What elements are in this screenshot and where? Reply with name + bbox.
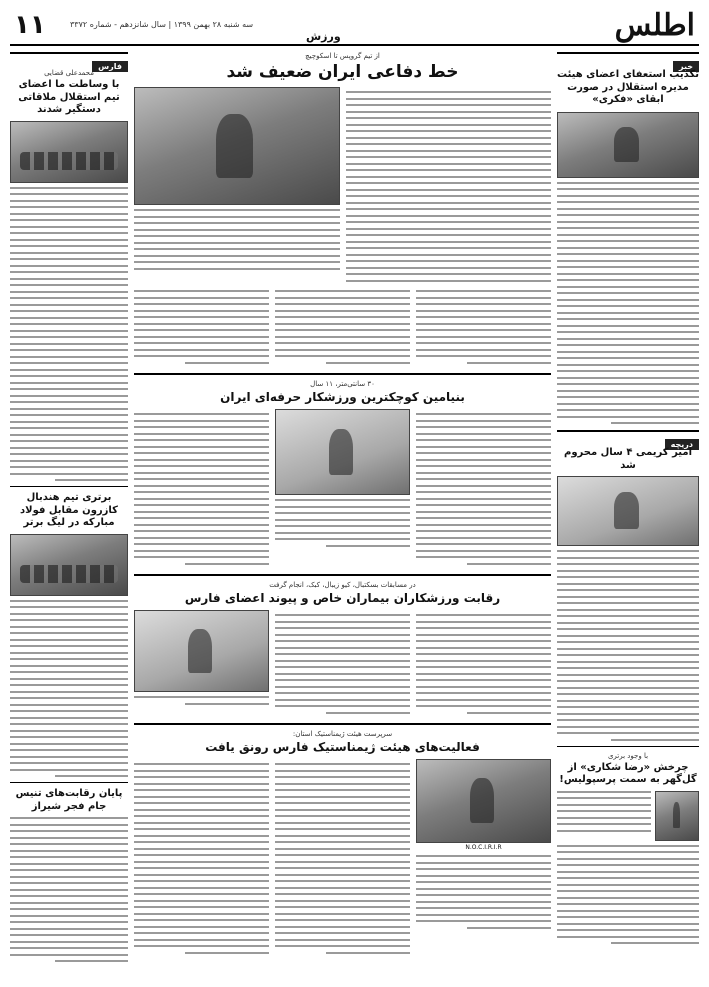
lead-body-col3 bbox=[134, 290, 269, 368]
right-story3-body2 bbox=[557, 845, 699, 945]
lead-photo-wrap bbox=[134, 87, 340, 286]
main-divider3 bbox=[134, 723, 551, 725]
story4-body bbox=[134, 759, 551, 958]
story4-body-col1 bbox=[416, 855, 551, 929]
main-divider1 bbox=[134, 373, 551, 375]
newspaper-logo: اطلس bbox=[614, 8, 695, 43]
lead-body-right bbox=[346, 91, 552, 286]
story3-body-col1 bbox=[416, 614, 551, 718]
lead-kicker: از تیم گروپس تا اسکوچیچ bbox=[305, 52, 380, 60]
right-story2-photo bbox=[557, 476, 699, 546]
lead-photo bbox=[134, 87, 340, 205]
left-story2-body bbox=[10, 600, 128, 778]
left-story3-body bbox=[10, 817, 128, 962]
main-divider2 bbox=[134, 574, 551, 576]
story2-body-col2 bbox=[275, 499, 410, 547]
story4-body-col2 bbox=[275, 763, 410, 958]
lead-body-top bbox=[134, 87, 551, 286]
left-story3-headline: پایان رقابت‌های تنیس جام فجر شیراز bbox=[15, 788, 123, 812]
story3-caption-lines bbox=[134, 696, 269, 705]
right-story3-headline: چرخش «رضا شکاری» از گل‌گهر به سمت پرسپولیس! bbox=[559, 761, 697, 785]
story3-body bbox=[134, 610, 551, 718]
left-story2-photo bbox=[10, 534, 128, 596]
left-tag: فارس bbox=[92, 61, 128, 72]
page-number: ۱۱ bbox=[14, 10, 46, 40]
left-column bbox=[10, 52, 128, 977]
right-divider bbox=[557, 746, 699, 747]
left-story1-body bbox=[10, 187, 128, 482]
story3-headline: رقابت ورزشکاران بیماران خاص و پیوند اعضای فارس bbox=[184, 591, 501, 606]
left-story2-headline: برتری تیم هندبال کازرون مقابل فولاد مبارکه در لیگ برتر bbox=[19, 492, 119, 528]
issue-line: سه شنبه ۲۸ بهمن ۱۳۹۹ | سال شانزدهم - شماره ۳۳۷۲ bbox=[70, 20, 254, 29]
masthead bbox=[10, 6, 699, 46]
right-story2-headline: امیر کریمی ۴ سال محروم شد bbox=[563, 447, 692, 471]
story4-photo-wrap bbox=[416, 759, 551, 958]
lead-headline: خط دفاعی ایران ضعیف شد bbox=[226, 62, 459, 82]
story2-photo bbox=[275, 409, 410, 495]
story2-body-col1 bbox=[416, 413, 551, 569]
left-story1-photo bbox=[10, 121, 128, 183]
story4-kicker: سرپرست هیئت ژیمناستیک استان: bbox=[292, 730, 393, 739]
right-tag2: دریچه bbox=[665, 439, 699, 450]
right-tag2-bar bbox=[557, 430, 699, 449]
story2-kicker: ۳۰ سانتی‌متر، ۱۱ سال bbox=[310, 380, 375, 389]
right-story3-photo bbox=[655, 791, 699, 841]
right-column bbox=[557, 52, 699, 977]
story2-body-col3 bbox=[134, 413, 269, 569]
lead-body-col1 bbox=[416, 290, 551, 368]
right-tag-bar bbox=[557, 52, 699, 71]
right-story3-body bbox=[557, 791, 651, 841]
lead-body-bottom bbox=[134, 286, 551, 368]
story3-photo bbox=[134, 610, 269, 692]
story3-photo-wrap bbox=[134, 610, 269, 718]
left-divider2 bbox=[10, 782, 128, 783]
right-story1-body bbox=[557, 182, 699, 425]
lead-body-col2 bbox=[275, 290, 410, 368]
story4-photo-caption: N.O.C.I.R.I.R bbox=[465, 844, 502, 852]
story2-body bbox=[134, 409, 551, 569]
left-story1-kicker: محمدعلی قضایی bbox=[44, 69, 94, 77]
story2-headline: بنیامین کوچکترین ورزشکار حرفه‌ای ایران bbox=[220, 390, 465, 405]
story4-body-col3 bbox=[134, 763, 269, 958]
main-column bbox=[134, 52, 551, 977]
right-story3-block bbox=[557, 791, 699, 841]
right-story1-photo bbox=[557, 112, 699, 178]
story3-body-col2 bbox=[275, 614, 410, 718]
right-story1-headline: تکذیب استعفای اعضای هیئت مدیره استقلال در صورت ابقای «فکری» bbox=[557, 69, 699, 105]
right-story3-kicker: با وجود برتری bbox=[607, 751, 649, 760]
story3-kicker: در مسابقات بسکتبال، کیو زیبال، کبک، انجام گرفت bbox=[269, 581, 416, 590]
left-tag-bar bbox=[10, 52, 128, 71]
story2-photo-wrap bbox=[275, 409, 410, 569]
lead-body-under-photo bbox=[134, 209, 340, 270]
story4-photo bbox=[416, 759, 551, 843]
story4-headline: فعالیت‌های هیئت ژیمناستیک فارس رونق یافت bbox=[205, 740, 480, 755]
left-story1-headline: با وساطت ما اعضای تیم استقلال ملاقاتی دستگیر شدند bbox=[18, 79, 120, 115]
right-tag: خبر bbox=[673, 61, 699, 72]
section-title: ورزش bbox=[300, 30, 347, 43]
left-divider1 bbox=[10, 486, 128, 487]
right-story2-body bbox=[557, 550, 699, 741]
